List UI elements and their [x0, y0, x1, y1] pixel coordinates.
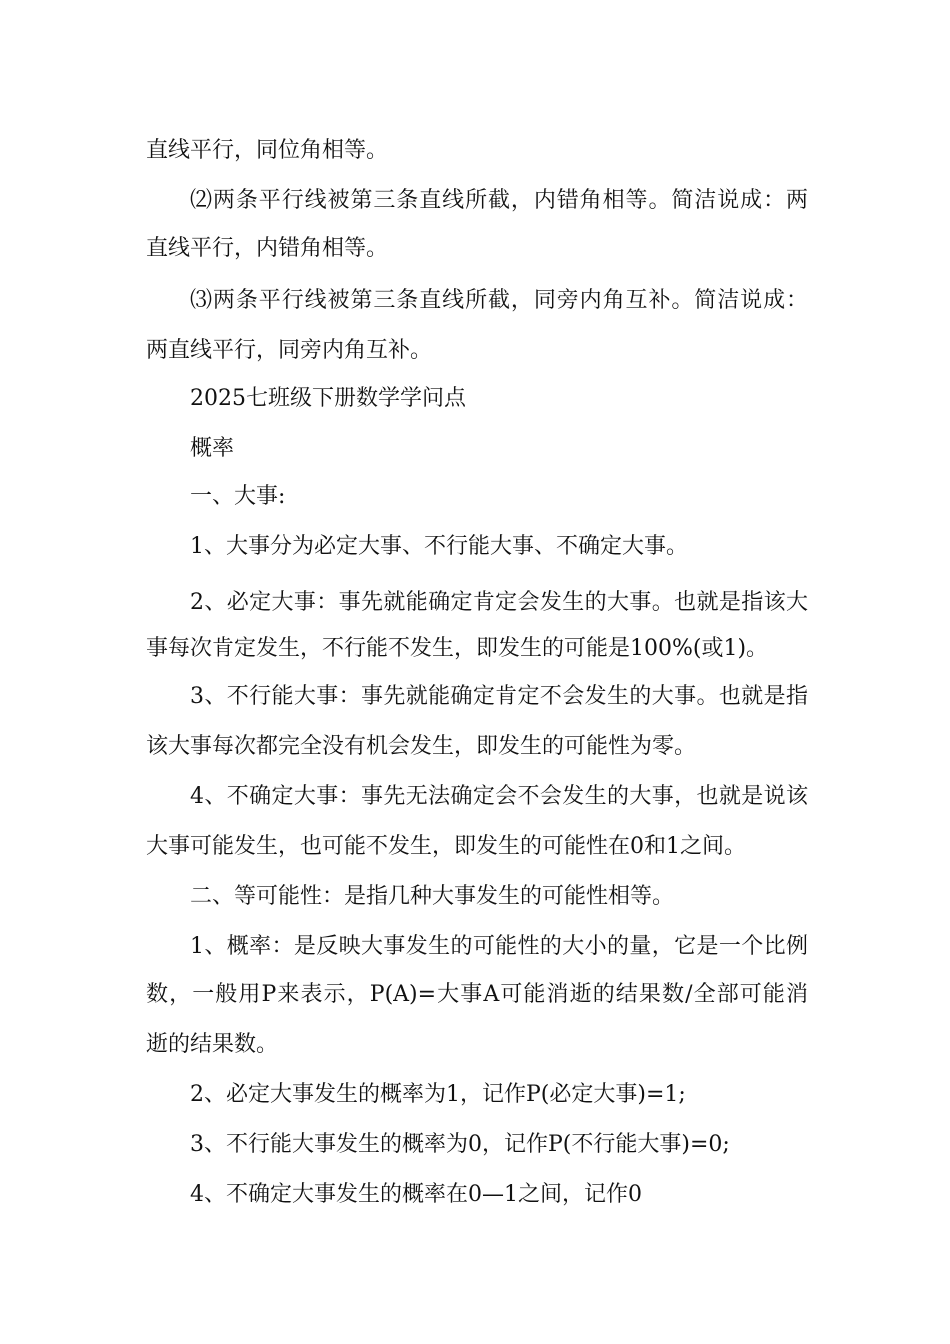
- paragraph-line: 3、不行能大事发生的概率为0，记作P(不行能大事)=0;: [190, 1132, 730, 1157]
- section-heading: 2025七班级下册数学学问点: [190, 386, 466, 411]
- paragraph-line: 4、不确定大事发生的概率在0—1之间，记作0: [190, 1182, 642, 1207]
- paragraph-line: 该大事每次都完全没有机会发生，即发生的可能性为零。: [146, 734, 697, 759]
- paragraph-line: ⑵两条平行线被第三条直线所截，内错角相等。简洁说成：两: [190, 188, 808, 213]
- paragraph-line: 4、不确定大事：事先无法确定会不会发生的大事，也就是说该: [190, 784, 808, 809]
- paragraph-line: 逝的结果数。: [146, 1032, 279, 1057]
- paragraph-line: 大事可能发生，也可能不发生，即发生的可能性在0和1之间。: [146, 834, 746, 859]
- section-heading: 概率: [190, 436, 235, 461]
- paragraph-line: 2、必定大事发生的概率为1，记作P(必定大事)=1;: [190, 1082, 686, 1107]
- paragraph-line: 事每次肯定发生，不行能不发生，即发生的可能是100%(或1)。: [146, 636, 769, 661]
- paragraph-line: 2、必定大事：事先就能确定肯定会发生的大事。也就是指该大: [190, 590, 808, 615]
- paragraph-line: 1、大事分为必定大事、不行能大事、不确定大事。: [190, 534, 688, 559]
- paragraph-line: 3、不行能大事：事先就能确定肯定不会发生的大事。也就是指: [190, 684, 808, 709]
- paragraph-line: 1、概率：是反映大事发生的可能性的大小的量，它是一个比例: [190, 934, 808, 959]
- subheading: 二、等可能性：是指几种大事发生的可能性相等。: [190, 884, 675, 909]
- subheading: 一、大事:: [190, 484, 286, 509]
- paragraph-line: ⑶两条平行线被第三条直线所截，同旁内角互补。简洁说成：: [190, 288, 808, 313]
- paragraph-line: 直线平行，内错角相等。: [146, 236, 389, 261]
- paragraph-line: 直线平行，同位角相等。: [146, 138, 389, 163]
- paragraph-line: 数，一般用P来表示，P(A)=大事A可能消逝的结果数/全部可能消: [146, 982, 808, 1007]
- paragraph-line: 两直线平行，同旁内角互补。: [146, 338, 433, 363]
